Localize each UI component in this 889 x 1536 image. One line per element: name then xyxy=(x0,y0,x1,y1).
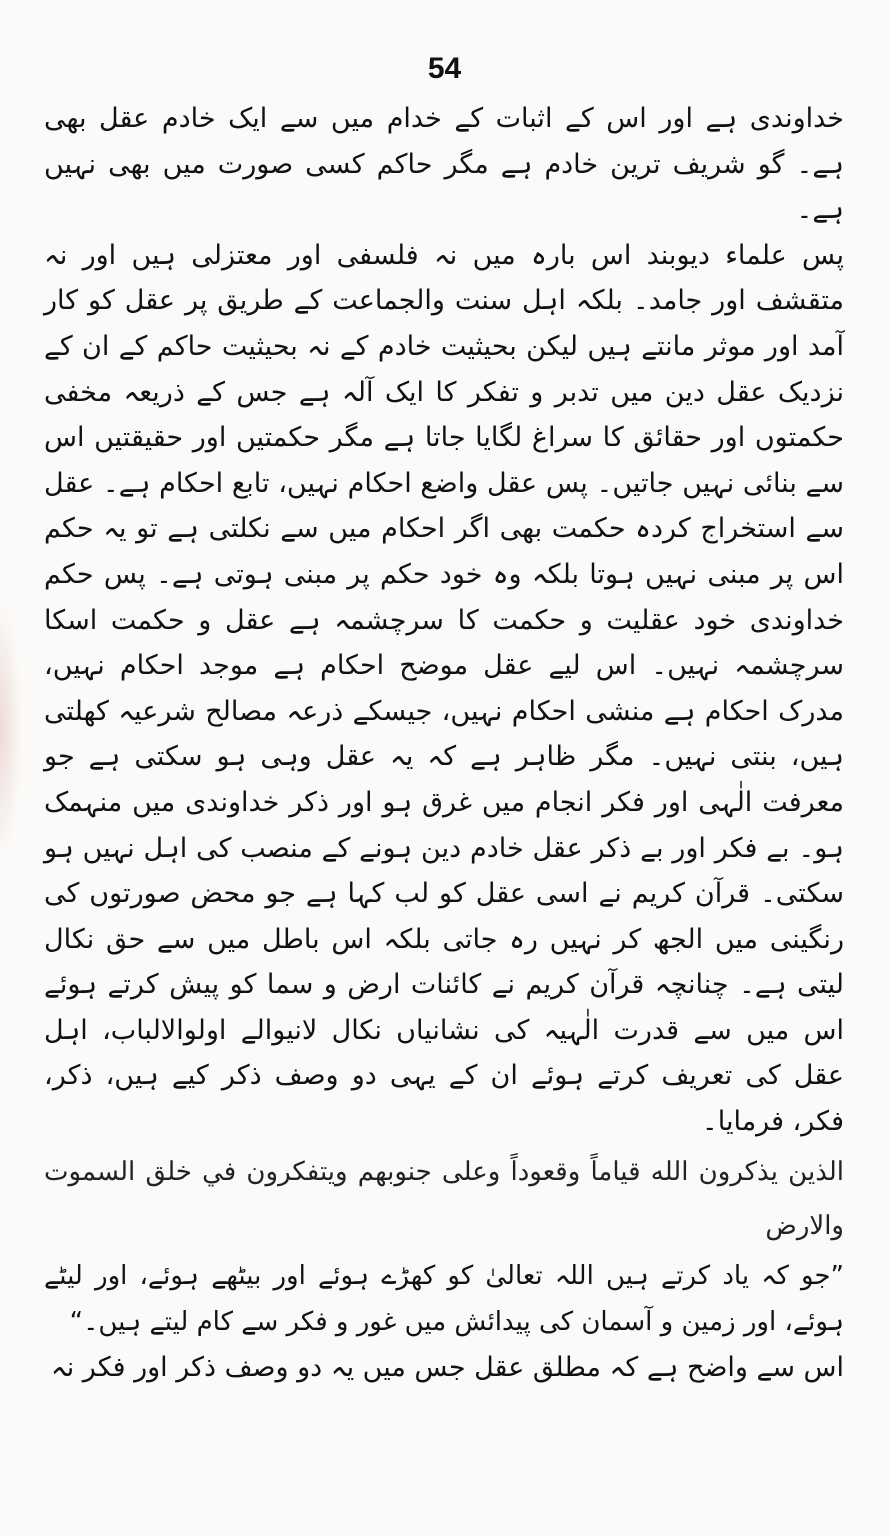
page-number: 54 xyxy=(427,52,462,85)
paragraph-opening: خداوندی ہے اور اس کے اثبات کے خدام میں سے ایک خادم عقل بھی ہے۔ گو شریف ترین خادم ہے مگر حاکم کسی صورت میں بھی نہیں ہے۔ xyxy=(44,103,844,226)
verse-translation: ”جو کہ یاد کرتے ہیں اللہ تعالیٰ کو کھڑے ہوئے اور بیٹھے ہوئے، اور لیٹے ہوئے، اور زمین و آسمان کی پیدائش میں غور و فکر سے کام لیتے ہیں۔“ xyxy=(44,1260,844,1337)
quranic-verse: الذين يذكرون الله قياماً وقعوداً وعلى جنوبهم ويتفكرون في خلق السموت والارض xyxy=(44,1156,844,1241)
paragraph-main: پس علماء دیوبند اس بارہ میں نہ فلسفی اور معتزلی ہیں اور نہ متقشف اور جامد۔ بلکہ اہل سنت والجماعت کے طریق پر عقل کو کار آمد اور موثر مانتے ہیں لیکن بحیثیت خادم کے نہ بحیثیت حاکم کے ان کے نزدیک عقل دین میں تدبر و تفکر کا ایک آلہ ہے جس کے ذریعہ مخفی حکمتوں اور حقائق کا سراغ لگایا جاتا ہے مگر حکمتیں اور حقیقتیں اس سے بنائی نہیں جاتیں۔ پس عقل واضع احکام نہیں، تابع احکام ہے۔ عقل سے استخراج کردہ حکمت بھی اگر احکام میں سے نکلتی ہے تو یہ حکم اس پر مبنی نہیں ہوتا بلکہ وہ خود حکم پر مبنی ہوتی ہے۔ پس حکم خداوندی خود عقلیت و حکمت کا سرچشمہ ہے عقل و حکمت اسکا سرچشمہ نہیں۔ اس لیے عقل موضح احکام ہے موجد احکام نہیں، مدرک احکام ہے منشی احکام نہیں، جیسکے ذرعہ مصالح شرعیہ کھلتی ہیں، بنتی نہیں۔ مگر ظاہر ہے کہ یہ عقل وہی ہو سکتی ہے جو معرفت الٰہی اور فکر انجام میں غرق ہو اور ذکر خداوندی میں منہمک ہو۔ بے فکر اور بے ذکر عقل خادم دین ہونے کے منصب کی اہل نہیں ہو سکتی۔ قرآن کریم نے اسی عقل کو لب کہا ہے جو محض صورتوں کی رنگینی میں الجھ کر نہیں رہ جاتی بلکہ اس باطل میں سے حق نکال لیتی ہے۔ چنانچہ قرآن کریم نے کائنات ارض و سما کو پیش کرتے ہوئے اس میں سے قدرت الٰہیہ کی نشانیاں نکال لانیوالے اولوالالباب، اہل عقل کی تعریف کرتے ہوئے ان کے یہی دو وصف ذکر کیے ہیں، ذکر، فکر، فرمایا۔ xyxy=(44,239,844,1138)
paragraph-closing: اس سے واضح ہے کہ مطلق عقل جس میں یہ دو وصف ذکر اور فکر نہ xyxy=(50,1351,844,1383)
page-edge-shadow xyxy=(0,600,22,860)
page-body xyxy=(44,96,844,1390)
